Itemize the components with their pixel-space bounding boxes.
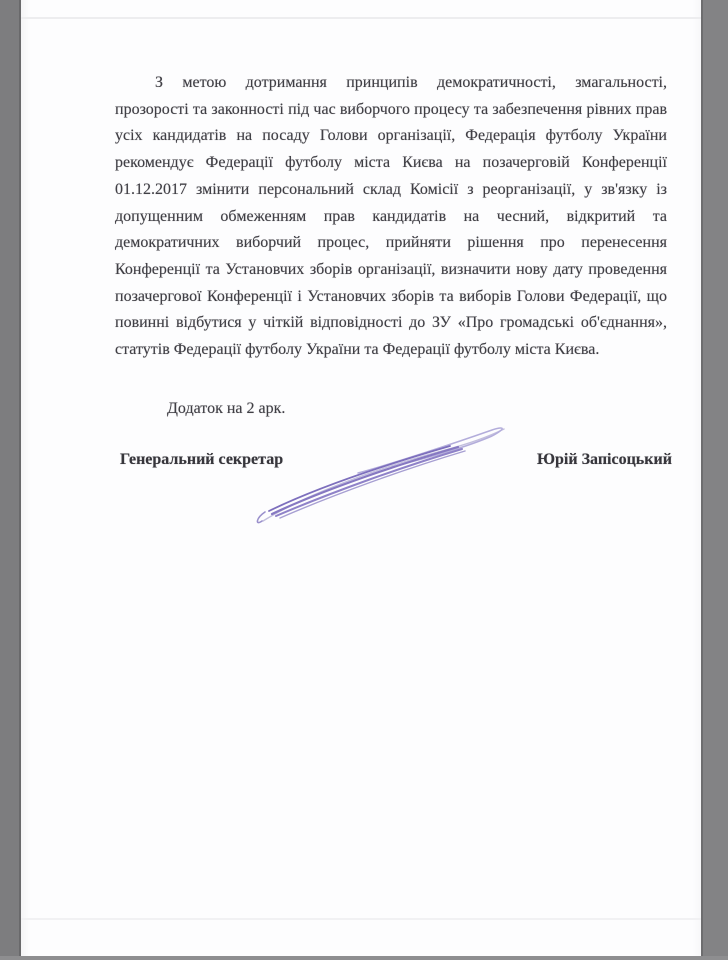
paragraph-line: демократичних виборчий процес, прийняти рішення про перенесення <box>115 234 667 252</box>
scan-backdrop-left <box>0 0 21 960</box>
attachment-note: Додаток на 2 арк. <box>167 400 286 417</box>
paragraph-line: прозорості та законності під час виборчого процесу та забезпечення рівних прав <box>115 100 667 118</box>
scan-artifact-line-bottom <box>21 918 701 920</box>
paragraph-line: повинні відбутися у чіткій відповідності до ЗУ «Про громадські об'єднання», <box>115 314 667 332</box>
paragraph-line: 01.12.2017 змінити персональний склад Комісії з реорганізації, у зв'язку із <box>115 180 667 198</box>
scan-backdrop-bottom <box>0 956 728 960</box>
signatory-title: Генеральний секретар <box>120 451 284 468</box>
document-page <box>21 0 701 957</box>
body-paragraph <box>115 70 667 364</box>
paragraph-line: усіх кандидатів на посаду Голови організації, Федерація футболу України <box>115 127 667 145</box>
paragraph-line: позачергової Конференції і Установчих зборів та виборів Голови Федерації, що <box>115 287 667 305</box>
paragraph-line: рекомендує Федерації футболу міста Києва на позачерговій Конференції <box>115 154 667 172</box>
paragraph-line: Конференції та Установчих зборів організації, визначити нову дату проведення <box>115 260 667 278</box>
scan-artifact-line-top <box>21 17 701 19</box>
paragraph-line: допущенним обмеженням прав кандидатів на чесний, відкритий та <box>115 207 667 225</box>
paragraph-line: З метою дотримання принципів демократичності, змагальності, <box>155 74 667 91</box>
paragraph-line: статутів Федерації футболу України та Федерації футболу міста Києва. <box>115 341 600 359</box>
scan-backdrop-right <box>701 0 728 960</box>
signatory-name: Юрій Запісоцький <box>537 451 672 468</box>
